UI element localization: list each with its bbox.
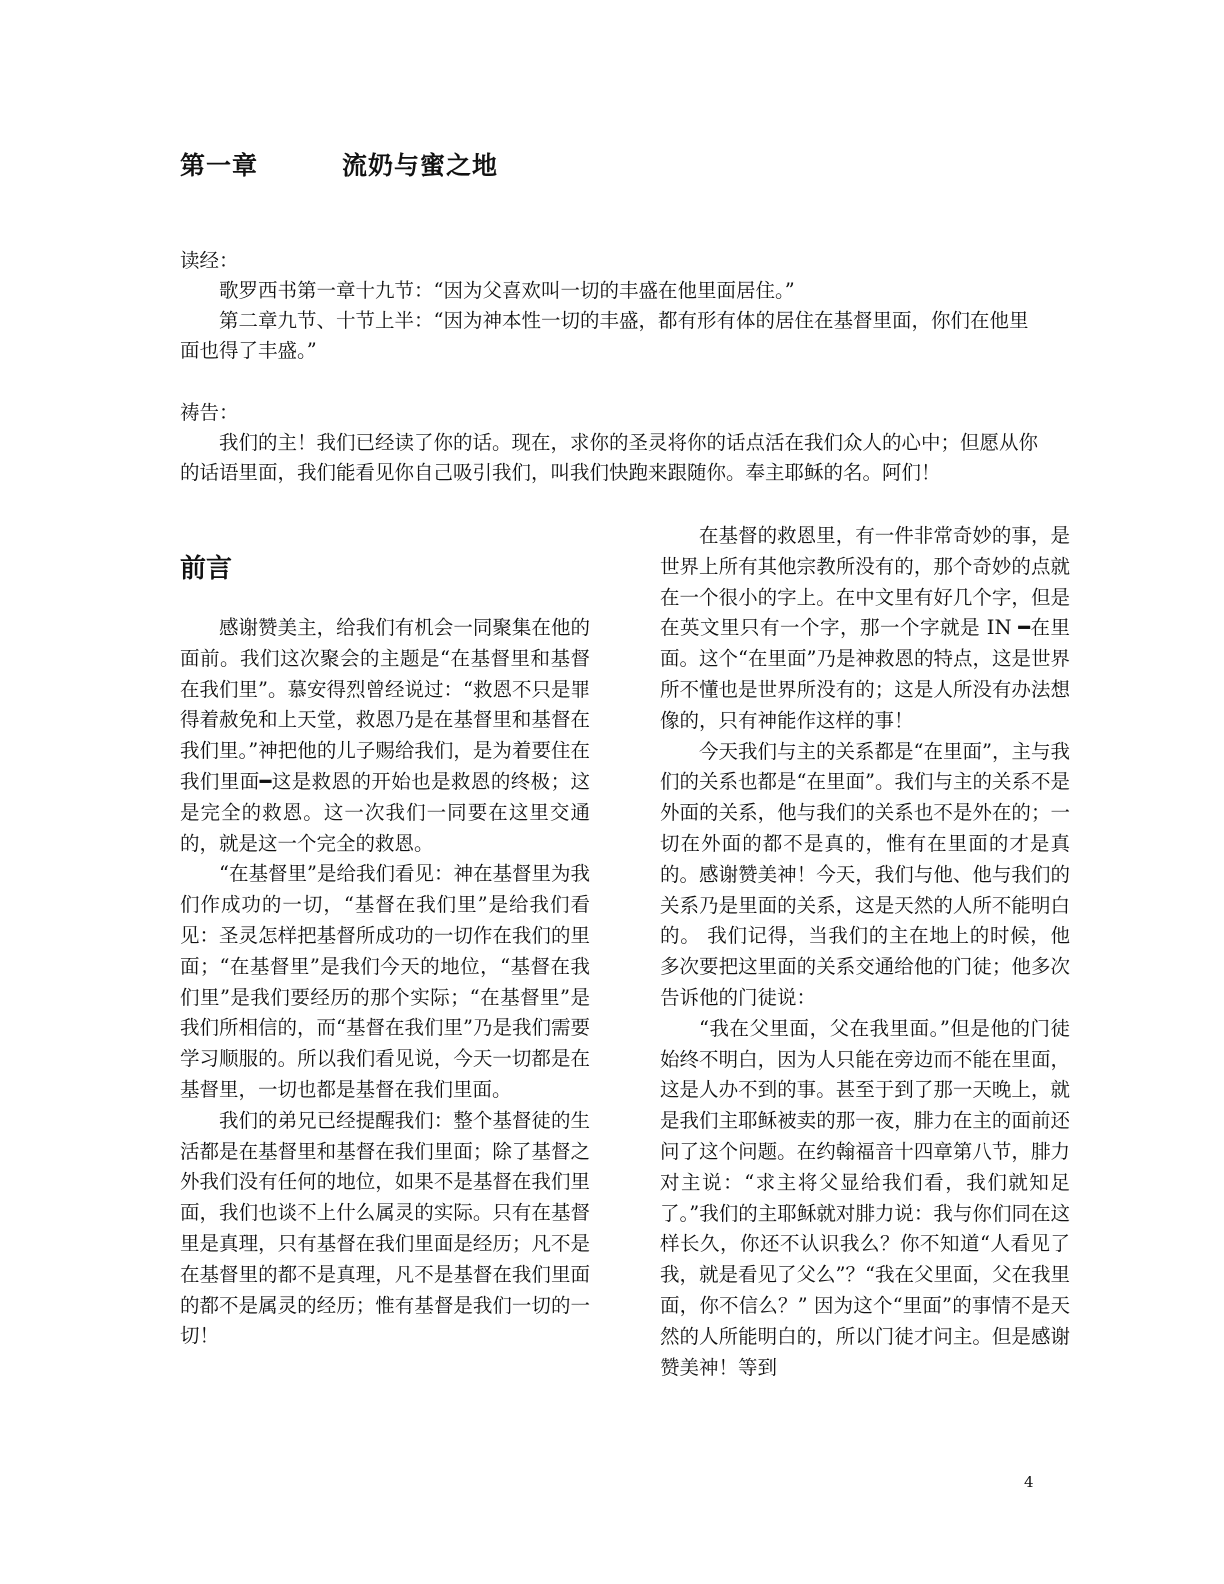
- chapter-name: 流奶与蜜之地: [342, 151, 499, 180]
- left-column: [180, 613, 590, 1352]
- scripture-label: 读经：: [180, 249, 239, 272]
- chapter-title: [180, 146, 498, 182]
- scripture-section: [180, 246, 1042, 366]
- paragraph: 在基督的救恩里，有一件非常奇妙的事，是世界上所有其他宗教所没有的，那个奇妙的点就在一个很小的字上。在中文里有好几个字，但是在英文里只有一个字，那一个字就是 IN ━在里面。这个“在里面”乃是神救恩的特点，这是世界所不懂也是世界所没有的；这是人所没有办法想像的，只有神能作这样的事！: [660, 524, 1070, 732]
- chapter-number: 第一章: [180, 151, 259, 180]
- scripture-verse: 第二章九节、十节上半：“因为神本性一切的丰盛，都有形有体的居住在基督里面，你们在他里面也得了丰盛。”: [180, 309, 1029, 362]
- prayer-text: 我们的主！我们已经读了你的话。现在，求你的圣灵将你的话点活在我们众人的心中；但愿从你的话语里面，我们能看见你自己吸引我们，叫我们快跑来跟随你。奉主耶稣的名。阿们！: [180, 431, 1039, 484]
- prayer-label: 祷告：: [180, 401, 239, 424]
- scripture-verse: 歌罗西书第一章十九节：“因为父喜欢叫一切的丰盛在他里面居住。”: [219, 279, 795, 302]
- paragraph: 我们的弟兄已经提醒我们：整个基督徒的生活都是在基督里和基督在我们里面；除了基督之外我们没有任何的地位，如果不是基督在我们里面，我们也谈不上什么属灵的实际。只有在基督里是真理，只有基督在我们里面是经历；凡不是在基督里的都不是真理，凡不是基督在我们里面的都不是属灵的经历；惟有基督是我们一切的一切！: [180, 1108, 590, 1348]
- paragraph: “我在父里面，父在我里面。”但是他的门徒始终不明白，因为人只能在旁边而不能在里面，这是人办不到的事。甚至于到了那一天晚上，就是我们主耶稣被卖的那一夜，腓力在主的面前还问了这个问题。在约翰福音十四章第八节，腓力对主说：“求主将父显给我们看，我们就知足了。”我们的主耶稣就对腓力说：我与你们同在这样长久，你还不认识我么？你不知道“人看见了我，就是看见了父么”？“我在父里面，父在我里面，你不信么？” 因为这个“里面”的事情不是天然的人所能明白的，所以门徒才问主。但是感谢赞美神！等到: [660, 1016, 1070, 1379]
- preface-title: 前言: [180, 554, 233, 584]
- page-number: 4: [1024, 1473, 1034, 1491]
- prayer-section: [180, 398, 1042, 488]
- paragraph: 今天我们与主的关系都是“在里面”，主与我们的关系也都是“在里面”。我们与主的关系不是外面的关系，他与我们的关系也不是外在的；一切在外面的都不是真的，惟有在里面的才是真的。感谢赞美神！今天，我们与他、他与我们的关系乃是里面的关系，这是天然的人所不能明白的。 我们记得，当我们的主在地上的时候，他多次要把这里面的关系交通给他的门徒；他多次告诉他的门徒说：: [660, 739, 1070, 1009]
- paragraph: 感谢赞美主，给我们有机会一同聚集在他的面前。我们这次聚会的主题是“在基督里和基督在我们里”。慕安得烈曾经说过：“救恩不只是罪得着赦免和上天堂，救恩乃是在基督里和基督在我们里。”神把他的儿子赐给我们，是为着要住在我们里面━这是救恩的开始也是救恩的终极；这是完全的救恩。这一次我们一同要在这里交通的，就是这一个完全的救恩。: [180, 616, 590, 855]
- paragraph: “在基督里”是给我们看见：神在基督里为我们作成功的一切，“基督在我们里”是给我们看见：圣灵怎样把基督所成功的一切作在我们的里面；“在基督里”是我们今天的地位，“基督在我们里”是我们要经历的那个实际；“在基督里”是我们所相信的，而“基督在我们里”乃是我们需要学习顺服的。所以我们看见说，今天一切都是在基督里，一切也都是基督在我们里面。: [180, 862, 590, 1101]
- right-column: [660, 521, 1070, 1383]
